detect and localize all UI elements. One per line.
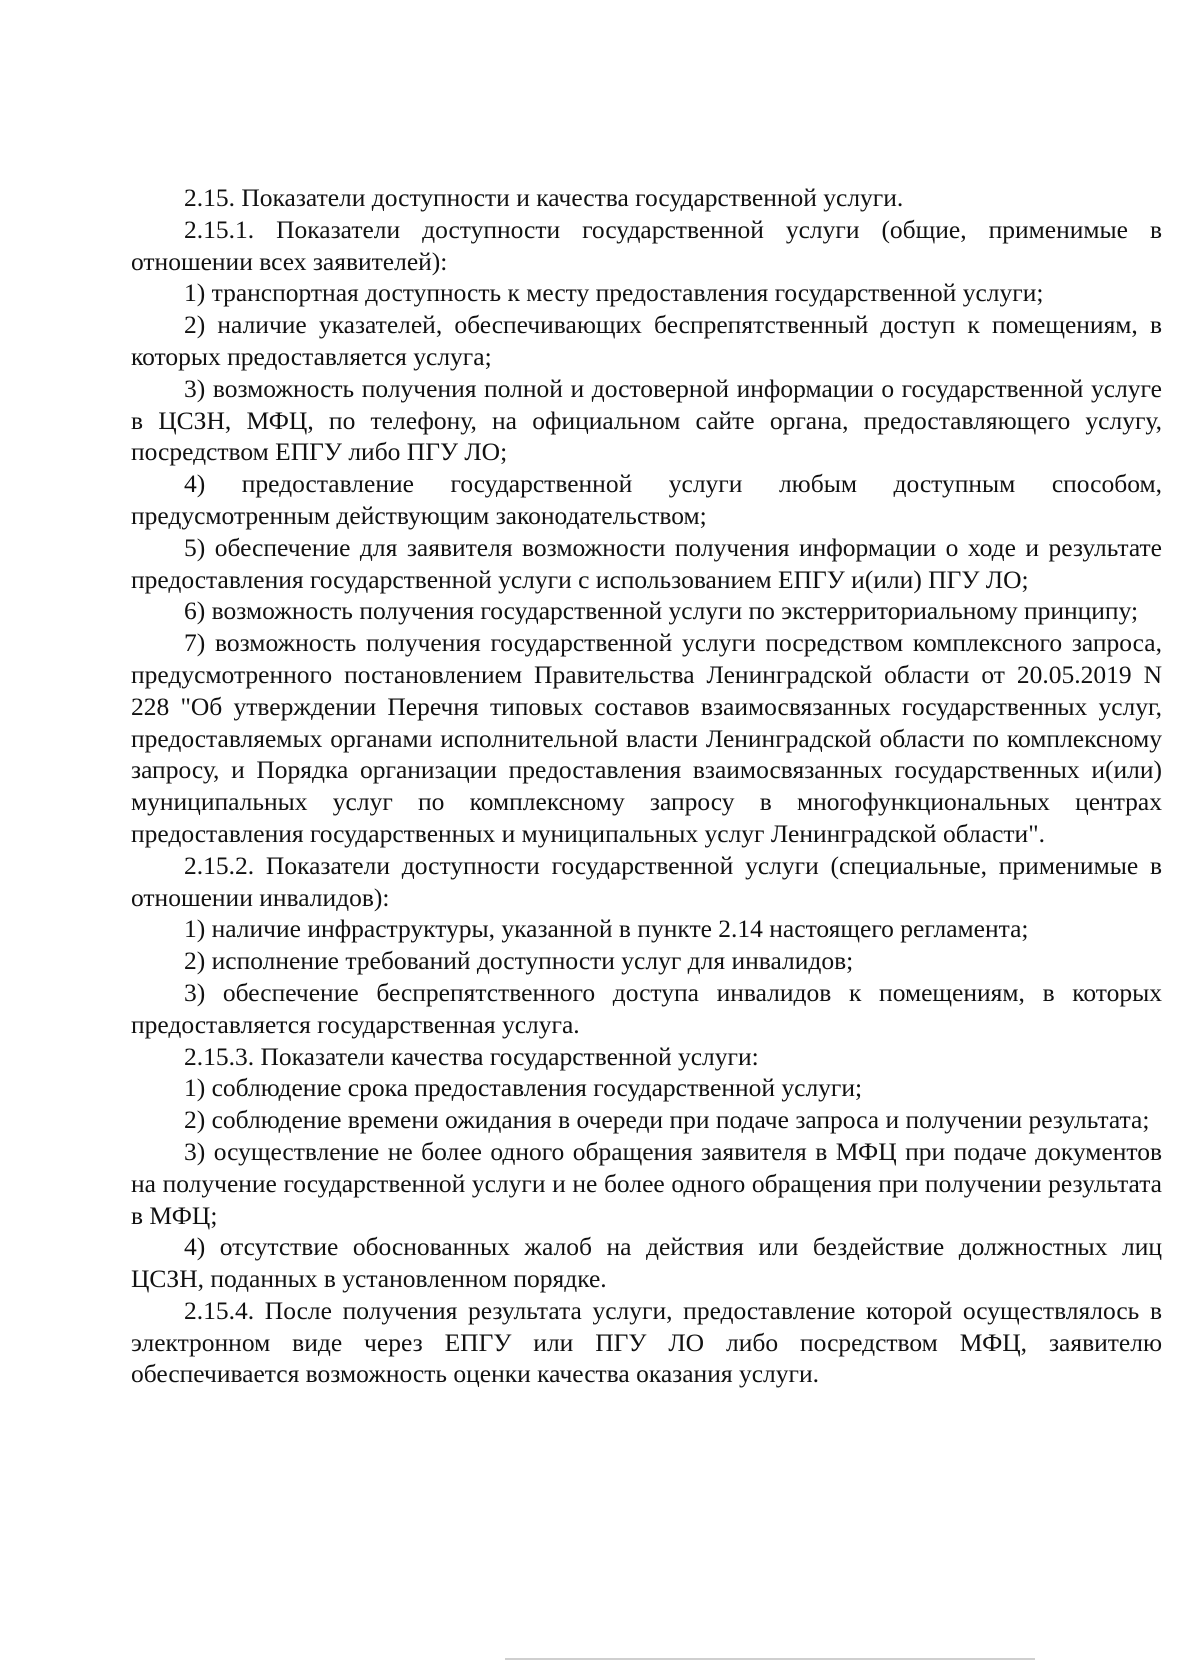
list-item: 1) наличие инфраструктуры, указанной в пункте 2.14 настоящего регламента; — [184, 914, 1029, 944]
list-item: 1) соблюдение срока предоставления государственной услуги; — [184, 1073, 863, 1103]
list-item: 3) возможность получения полной и достоверной информации о государственной услуге в ЦСЗН, МФЦ, по телефону, на официальном сайте органа, предоставляющего услугу, посредством ЕПГУ либо ПГУ ЛО; — [131, 373, 1162, 467]
document-body — [131, 182, 1162, 1390]
list-item: 2) наличие указателей, обеспечивающих беспрепятственный доступ к помещениям, в которых предоставляется услуга; — [131, 310, 1162, 371]
list-item: 4) отсутствие обоснованных жалоб на действия или бездействие должностных лиц ЦСЗН, поданных в установленном порядке. — [131, 1232, 1162, 1294]
list-item: 5) обеспечение для заявителя возможности получения информации о ходе и результате предоставления государственной услуги с использованием ЕПГУ и(или) ПГУ ЛО; — [131, 532, 1162, 594]
list-item: 2) соблюдение времени ожидания в очереди при подаче запроса и получении результата; — [184, 1105, 1150, 1135]
list-item: 6) возможность получения государственной услуги по экстерриториальному принципу; — [184, 596, 1139, 626]
subsection-2-15-2: 2.15.2. Показатели доступности государственной услуги (специальные, применимые в отношении инвалидов): — [131, 850, 1162, 912]
section-heading-2-15: 2.15. Показатели доступности и качества государственной услуги. — [184, 183, 904, 212]
subsection-2-15-4: 2.15.4. После получения результата услуги, предоставление которой осуществлялось в электронном виде через ЕПГУ или ПГУ ЛО либо посредством МФЦ, заявителю обеспечивается возможность оценки качества оказания услуги. — [131, 1295, 1162, 1389]
subsection-2-15-3: 2.15.3. Показатели качества государственной услуги: — [184, 1041, 759, 1071]
subsection-2-15-1: 2.15.1. Показатели доступности государственной услуги (общие, применимые в отношении всех заявителей): — [131, 214, 1162, 276]
list-item: 4) предоставление государственной услуги любым доступным способом, предусмотренным действующим законодательством; — [131, 469, 1162, 530]
list-item: 7) возможность получения государственной услуги посредством комплексного запроса, предусмотренного постановлением Правительства Ленинградской области от 20.05.2019 N 228 "Об утверждении Перечня типовых составов взаимосвязанных государственных услуг, предоставляемых органами исполнительной власти Ленинградской области по комплексному запросу, и Порядка организации предоставления взаимосвязанных государственных и(или) муниципальных услуг по комплексному запросу в многофункциональных центрах предоставления государственных и муниципальных услуг Ленинградской области". — [131, 628, 1162, 848]
scan-edge-line — [505, 1658, 1035, 1660]
list-item: 2) исполнение требований доступности услуг для инвалидов; — [184, 946, 854, 976]
list-item: 3) обеспечение беспрепятственного доступа инвалидов к помещениям, в которых предоставляется государственная услуга. — [131, 977, 1162, 1039]
list-item: 1) транспортная доступность к месту предоставления государственной услуги; — [184, 278, 1044, 308]
list-item: 3) осуществление не более одного обращения заявителя в МФЦ при подаче документов на получение государственной услуги и не более одного обращения при получении результата в МФЦ; — [131, 1136, 1162, 1230]
